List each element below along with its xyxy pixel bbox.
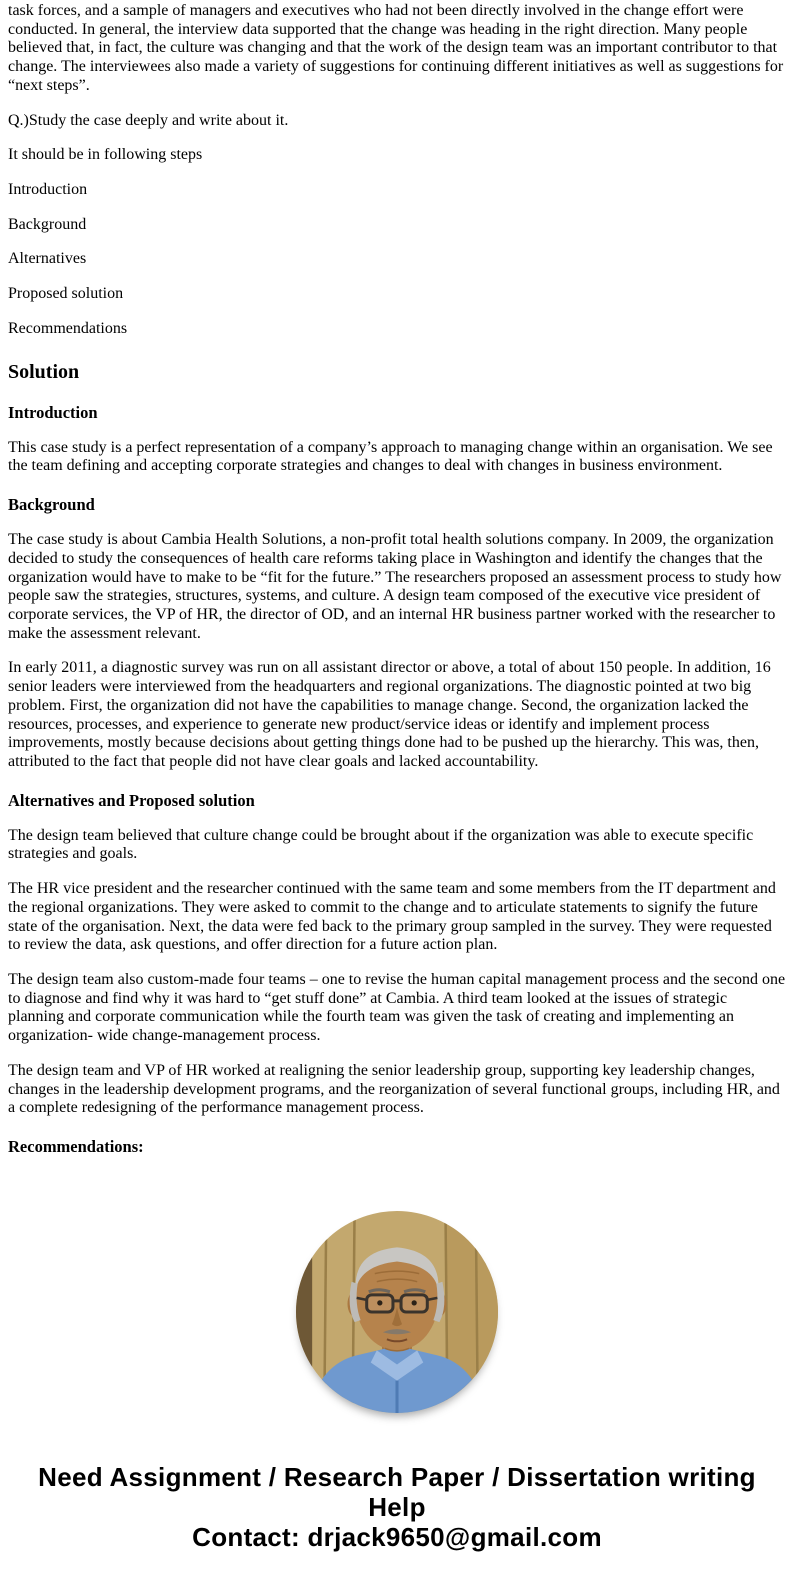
section-heading-introduction: Introduction bbox=[8, 402, 98, 422]
step-item-introduction: Introduction bbox=[8, 181, 88, 199]
background-paragraph-2: In early 2011, a diagnostic survey was run on all assistant director or above, a total of about 150 people. In addition, 16 senior leaders were interviewed from the headquarters and regional organizations. The diagnostic pointed at two big problem. First, the organization did not have the capabilities to manage change. Second, the organization lacked the resources, processes, and experience to generate new product/service ideas or identify and implement process improvements, mostly because decisions about getting things done had to be pushed up the hierarchy. This was, then, attributed to the fact that people did not have clear goals and lacked accountability. bbox=[8, 659, 771, 770]
lead-paragraph: task forces, and a sample of managers and executives who had not been directly involved in the change effort were conducted. In general, the interview data supported that the change was heading in the right direction. Many people believed that, in fact, the culture was changing and that the work of the design team was an important contributor to that change. The interviewees also made a variety of suggestions for continuing different initiatives as well as suggestions for “next steps”. bbox=[8, 2, 784, 94]
alternatives-paragraph-3: The design team also custom-made four teams – one to revise the human capital management process and the second one to diagnose and find why it was hard to “get stuff done” at Cambia. A third team looked at the issues of strategic planning and corporate communication while the fourth team was given the task of creating and implementing an organization- wide change-management process. bbox=[8, 971, 786, 1045]
steps-intro-line: It should be in following steps bbox=[8, 146, 203, 164]
alternatives-paragraph-2: The HR vice president and the researcher continued with the same team and some members from the IT department and the regional organizations. They were asked to commit to the change and to articulate statements to signify the future state of the organisation. Next, the data were fed back to the primary group sampled in the survey. They were requested to review the data, ask questions, and offer direction for a future action plan. bbox=[8, 880, 776, 954]
section-heading-background: Background bbox=[8, 495, 95, 515]
tutor-portrait-photo bbox=[296, 1211, 498, 1413]
portrait-illustration bbox=[296, 1211, 498, 1413]
step-item-proposed-solution: Proposed solution bbox=[8, 285, 124, 303]
solution-heading: Solution bbox=[8, 360, 80, 383]
case-study-document bbox=[0, 2, 794, 1583]
help-offer-text: Need Assignment / Research Paper / Dissertation writing Help bbox=[38, 1462, 756, 1522]
step-item-alternatives: Alternatives bbox=[8, 250, 87, 268]
step-item-recommendations: Recommendations bbox=[8, 319, 128, 337]
background-paragraph-1: The case study is about Cambia Health Solutions, a non-profit total health solutions company. In 2009, the organization decided to study the consequences of health care reforms taking place in Washington and identify the changes that the organization would have to make to be “fit for the future.” The researchers proposed an assessment process to study how people saw the strategies, structures, systems, and culture. A design team composed of the executive vice president of corporate services, the VP of HR, the director of OD, and an internal HR business partner worked with the researcher to make the assessment relevant. bbox=[8, 531, 782, 642]
alternatives-paragraph-1: The design team believed that culture change could be brought about if the organization was able to execute specific strategies and goals. bbox=[8, 826, 754, 863]
section-heading-alternatives-proposed-solution: Alternatives and Proposed solution bbox=[8, 790, 255, 810]
contact-banner bbox=[19, 1463, 775, 1553]
section-heading-recommendations: Recommendations: bbox=[8, 1137, 144, 1157]
question-line: Q.)Study the case deeply and write about it. bbox=[8, 111, 289, 129]
step-item-background: Background bbox=[8, 215, 87, 233]
avatar-container bbox=[8, 1211, 786, 1413]
introduction-paragraph: This case study is a perfect representation of a company’s approach to managing change within an organisation. We see the team defining and accepting corporate strategies and changes to deal with changes in business environment. bbox=[8, 438, 773, 475]
contact-email-text: Contact: drjack9650@gmail.com bbox=[192, 1521, 602, 1552]
alternatives-paragraph-4: The design team and VP of HR worked at realigning the senior leadership group, supporting key leadership changes, changes in the leadership development programs, and the reorganization of several functional groups, including HR, and a complete redesigning of the performance management process. bbox=[8, 1061, 780, 1117]
